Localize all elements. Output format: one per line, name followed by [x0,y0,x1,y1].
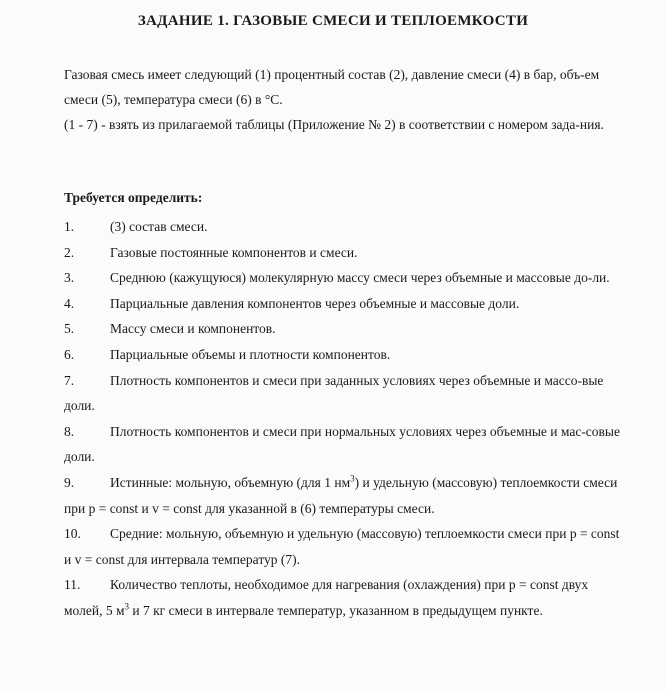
list-item [64,265,626,291]
intro-section [64,62,636,137]
item-number: 7. [64,372,75,388]
item-text-part-a: Количество теплоты, необходимое для нагревания (охлаждения) при p = const двух молей, 5 м [64,577,589,618]
item-text: Массу смеси и компонентов. [110,321,276,337]
item-text: Газовые постоянные компонентов и смеси. [110,244,358,260]
item-text: Среднюю (кажущуюся) молекулярную массу смеси через объемные и массовые до-ли. [110,270,610,286]
item-number: 3. [64,270,75,286]
list-item [64,240,626,266]
item-number: 5. [64,321,75,337]
item-number: 6. [64,346,75,362]
item-text: Парциальные объемы и плотности компонентов. [110,346,391,362]
item-text: Парциальные давления компонентов через объемные и массовые доли. [110,295,520,311]
intro-paragraph-1: Газовая смесь имеет следующий (1) процентный состав (2), давление смеси (4) в бар, объ-ем смеси (5), температура смеси (6) в °С. [64,67,600,107]
requirements-list [64,214,626,624]
list-item [64,316,626,342]
item-text: Плотность компонентов и смеси при заданных условиях через объемные и массо-вые доли. [64,372,604,414]
superscript: 3 [124,601,129,612]
item-number: 4. [64,295,75,311]
item-number: 9. [64,474,75,490]
item-text-part-b: ) и удельную (массовую) теплоемкости смеси при p = const и v = const для указанной в (6) температуры смеси. [64,474,618,516]
list-item [64,214,626,240]
item-text: (3) состав смеси. [110,219,208,234]
list-item [64,368,626,419]
item-text: Плотность компонентов и смеси при нормальных условиях через объемные и мас-совые доли. [64,423,620,465]
list-item [64,419,626,470]
item-number: 1. [64,219,75,234]
item-number: 11. [64,577,81,593]
superscript: 3 [350,473,355,484]
requirements-heading: Требуется определить: [64,190,203,205]
item-number: 8. [64,423,75,439]
item-text-part-a: Истинные: мольную, объемную (для 1 нм [110,474,351,490]
list-item [64,521,626,572]
item-number: 10. [64,526,81,542]
intro-paragraph-2: (1 - 7) - взять из прилагаемой таблицы (Приложение № 2) в соответствии с номером зада-ния. [64,117,604,132]
list-item [64,470,626,521]
item-text-part-b: и 7 кг смеси в интервале температур, указанном в предыдущем пункте. [129,602,543,618]
list-item [64,342,626,368]
list-item [64,291,626,317]
page-title: ЗАДАНИЕ 1. ГАЗОВЫЕ СМЕСИ И ТЕПЛОЕМКОСТИ [137,13,529,29]
item-number: 2. [64,244,75,260]
list-item [64,572,626,623]
item-text: Средние: мольную, объемную и удельную (массовую) теплоемкости смеси при p = const и v = const для интервала температур (7). [64,526,620,567]
